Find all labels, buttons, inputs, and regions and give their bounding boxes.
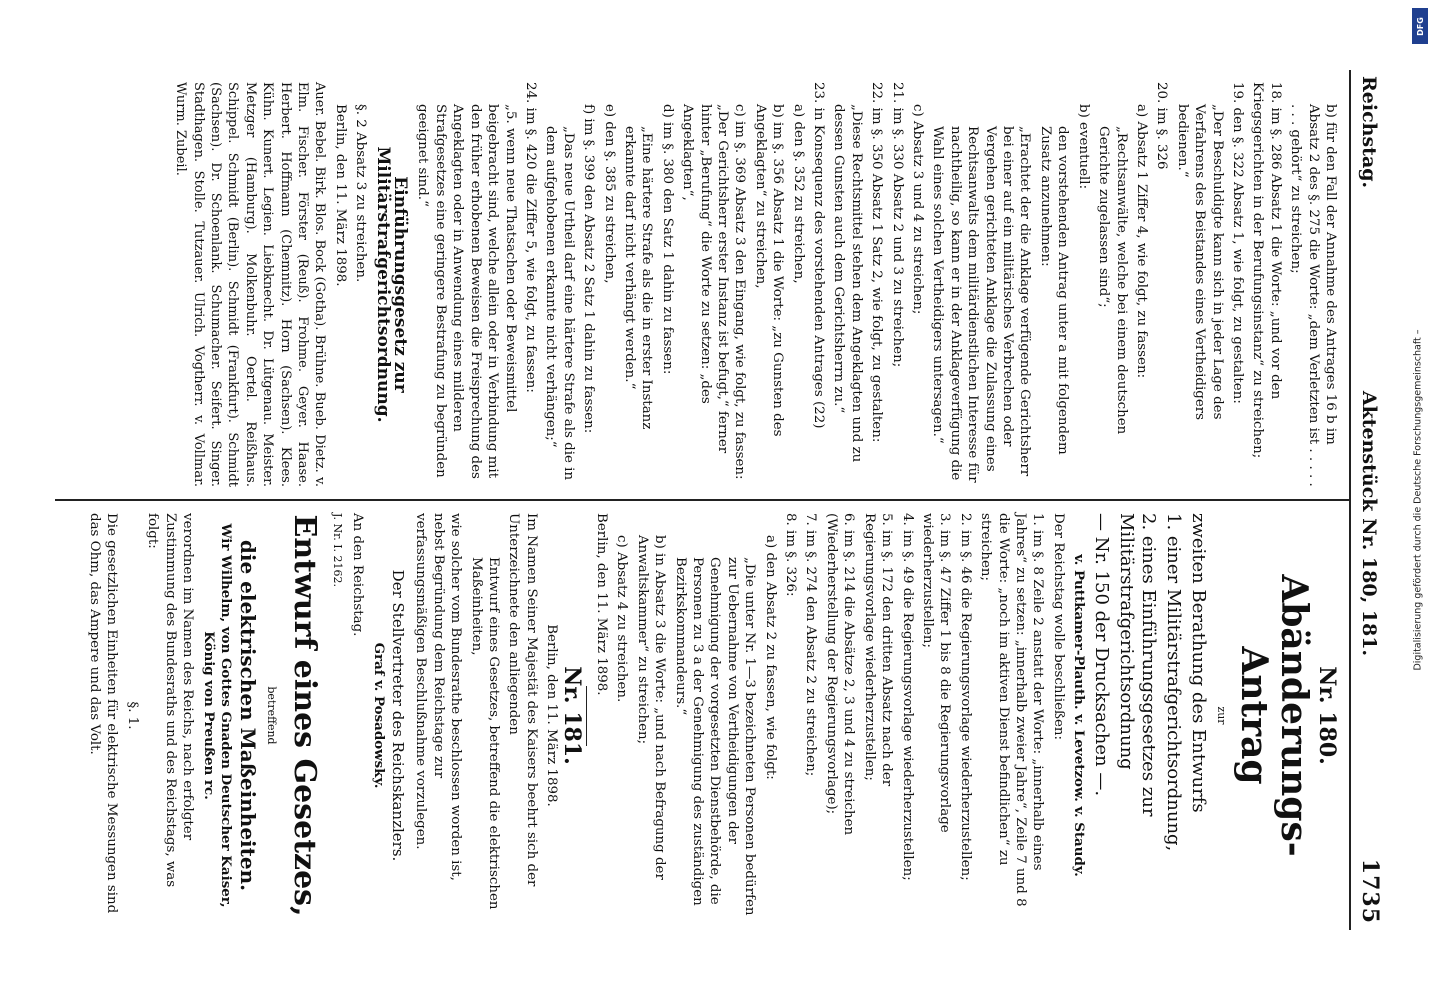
left-column xyxy=(55,70,1349,501)
motion-item: a) den Absatz 2 zu fassen, wie folgt: xyxy=(762,535,778,780)
amendment-item: b) eventuell: xyxy=(1075,104,1091,190)
motion-item: 5. im §. 172 den dritten Absatz nach der Regierungsvorlage wiederherzustellen; xyxy=(861,513,895,787)
amendment-item: d) im §. 380 den Satz 1 dahin zu fassen: xyxy=(659,104,675,375)
motion-item: Berlin, den 11. März 1898. xyxy=(594,513,610,696)
left-section-heading: Einführungsgesetz zur Militärstrafgerichtsordnung. xyxy=(372,146,411,423)
left-after-line: §. 2 Absatz 3 zu streichen. xyxy=(353,104,369,283)
doc-number-181: Nr. 181. xyxy=(558,666,585,765)
motion-item: 2. im §. 46 die Regierungsvorlage wiederherzustellen; xyxy=(957,513,973,881)
title-line: zweiten Berathung des Entwurfs xyxy=(1188,513,1210,813)
motion-item: „Die unter Nr. 1—3 bezeichneten Personen bedürfen zur Uebernahme von Vertheidigungen der Genehmigung der vorgesetzten Dienstbehörde, die Personen zu 3 a der Genehmigung des zuständigen Bezirkskommandeurs.“ xyxy=(672,557,758,916)
page-number: 1735 xyxy=(1357,858,1383,924)
document-page xyxy=(37,30,1397,970)
amendment-item: 19. den §. 322 Absatz 1, wie folgt, zu gestalten: xyxy=(1229,82,1245,404)
bill-subtitle: die elektrischen Maßeinheiten. xyxy=(235,539,260,892)
running-header xyxy=(1349,70,1387,930)
motion-item: b) in Absatz 3 die Worte: „und nach Befragung der Anwaltskammer“ zu streichen; xyxy=(634,535,668,880)
amendment-item: „Rechtsanwälte, welche bei einem deutschen Gerichte zugelassen sind“; xyxy=(1096,126,1129,435)
deputy-signature: Graf v. Posadowsky. xyxy=(370,642,387,789)
address-line: An den Reichstag. xyxy=(350,513,366,637)
letter-paragraph: Entwurf eines Gesetzes, betreffend die elektrischen Maßeinheiten, xyxy=(468,557,501,910)
right-column xyxy=(55,501,1349,930)
title-line: 2. eines Einführungsgesetzes zur Militärstrafgerichtsordnung xyxy=(1116,513,1160,817)
amendment-item: 18. im §. 286 Absatz 1 die Worte: „und vor den Kriegsgerichten in der Berufungsinstanz“ zu streichen; xyxy=(1250,82,1283,459)
amendment-item: „5. wenn neue Thatsachen oder Beweismittel beigebracht sind, welche allein oder in Verbindung mit den früher erhobenen Beweisen die Freisprechung des Angeklagten oder in Anwendung eines milderen Strafgesetzes eine geringere Bestrafung zu begründen geeignet sind.“ xyxy=(415,104,518,479)
enacting-clause: verordnen im Namen des Reichs, nach erfolgter Zustimmung des Bundesraths und des Reichstags, was folgt: xyxy=(145,513,196,888)
digitization-caption: Digitalisierung gefördert durch die Deutsche Forschungsgemeinschaft – xyxy=(1412,329,1424,671)
header-left: Reichstag. xyxy=(1358,76,1380,189)
letter-paragraph: Im Namen Seiner Majestät des Kaisers beehrt sich der Unterzeichnete den anliegenden xyxy=(506,513,539,887)
header-center: Aktenstück Nr. 180, 181. xyxy=(1358,390,1380,657)
doc-title-180: Abänderungs-Antrag xyxy=(1232,574,1315,857)
zur-label: zur xyxy=(1214,706,1228,725)
amendment-item: „Der Beschuldigte kann sich in jeder Lage des Verfahrens des Beistandes eines Vertheidigers bedienen.“ xyxy=(1174,104,1225,421)
date-181: Berlin, den 11. März 1898. xyxy=(544,624,560,807)
amendment-item: 24. im §. 420 die Ziffer 5, wie folgt, zu fassen: xyxy=(522,82,538,393)
motion-item: 6. im §. 214 die Absätze 2, 3 und 4 zu streichen (Wiederherstellung der Regierungsvorlage); xyxy=(823,513,857,836)
letter-body-181 xyxy=(412,513,540,918)
amendment-item: „Erachtet der die Anklage verfügende Gerichtsherr bei einer auf ein militärisches Verbrechen oder Vergehen gerichteten Anklage die Zulassung eines Rechtsanwalts dem militärdienstlichen Interesse für nachtheilig, so kann er in der Anklageverfügung die Wahl eines solchen Vertheidigers untersagen.“ xyxy=(930,126,1033,483)
motion-item: 7. im §. 274 den Absatz 2 zu streichen; xyxy=(803,513,819,777)
movers-line: v. Puttkamer-Plauth. v. Levetzow. v. Staudy. xyxy=(1071,554,1088,877)
amendment-item: f) im §. 399 den Absatz 2 Satz 1 dahin zu fassen: xyxy=(581,104,597,434)
paragraph-number: §. 1. xyxy=(124,701,140,730)
amendment-item: den vorstehenden Antrag unter a mit folgendem Zusatz anzunehmen: xyxy=(1037,126,1071,455)
amendment-item: b) für den Fall der Annahme des Antrages 16 b im Absatz 2 des §. 275 die Worte: „dem Verletzten ist . . . . . . . . gehört“ zu streichen; xyxy=(1288,104,1338,487)
amendment-item: c) Absatz 3 und 4 zu streichen; xyxy=(910,104,926,315)
amendment-item: „Eine härtere Strafe als die in erster Instanz erkannte darf nicht verhängt werden.“ xyxy=(621,126,655,430)
amendment-item: 21. im §. 330 Absatz 2 und 3 zu streichen; xyxy=(889,82,905,368)
motion-item: 4. im §. 49 die Regierungsvorlage wiederherzustellen; xyxy=(899,513,915,881)
motion-item: Der Reichstag wolle beschließen: xyxy=(1050,513,1066,741)
amendment-item: 20. im §. 326 xyxy=(1154,82,1170,170)
bill-title: Entwurf eines Gesetzes, xyxy=(287,514,323,917)
motion-body-180 xyxy=(593,513,1067,918)
amendment-item: 23. in Konsequenz des vorstehenden Antrages (22) xyxy=(811,82,827,429)
signatories-list: Auer. Bebel. Birk. Blos. Bock (Gotha). Brühne. Bueb. Dietz. v. Elm. Fischer. Förster (Reuß). Frohme. Geyer. Haase. Herbert. Hoffmann (Chemnitz). Horn (Sachsen). Klees. Kühn. Kunert. Legien. Liebknecht. Dr. Lütgenau. Meister. Metzger (Hamburg). Molkenbuhr. Oertel. Reißhaus. Schippel. Schmidt (Berlin). Schmidt (Frankfurt). Schmidt (Sachsen). Dr. Schoenlank. Schumacher. Seifert. Singer. Stadthagen. Stolle. Tutzauer. Ulrich. Vogtherr. v. Vollmar. Wurm. Zubeil. xyxy=(173,82,328,487)
amendment-item: 22. im §. 350 Absatz 1 Satz 2, wie folgt, zu gestalten: xyxy=(869,82,885,443)
left-after-text xyxy=(331,82,369,487)
title-line: 1. einer Militärstrafgerichtsordnung, xyxy=(1163,513,1185,852)
motion-item: c) Absatz 4 zu streichen. xyxy=(614,535,630,703)
left-after-line: Berlin, den 11. März 1898. xyxy=(332,104,348,287)
amendment-item: c) im §. 369 Absatz 3 den Eingang, wie folgt, zu fassen: „Der Gerichtsherr erster Instanz ist befugt,“ ferner hinter „Berufung“ die Worte zu setzen: „des Angeklagten“, xyxy=(680,104,748,480)
motion-item: 1. im §. 8 Zeile 2 anstatt der Worte: „innerhalb eines Jahres“ zu setzen: „innerhalb zweier Jahre“, Zeile 7 und 8 die Worte: „noch im aktiven Dienst befindlichen“ zu streichen; xyxy=(978,513,1046,907)
amendment-item: „Das neue Urtheil darf eine härtere Strafe als die in dem aufgehobenen erkannte nicht verhängen;“ xyxy=(543,126,576,481)
title-line: — Nr. 150 der Drucksachen —. xyxy=(1091,513,1113,797)
letter-paragraph: wie solcher vom Bundesrathe beschlossen worden ist, nebst Begründung dem Reichstage zur verfassungsmäßigen Beschlußnahme vorzulegen. xyxy=(413,513,464,881)
motion-item: 3. im §. 47 Ziffer 1 bis 8 die Regierungsvorlage wiederherzustellen; xyxy=(919,513,953,833)
motion-item: 8. im §. 326: xyxy=(783,513,799,597)
divider xyxy=(586,686,587,746)
title-lines-180 xyxy=(1090,513,1209,918)
amendment-item: „Diese Rechtsmittel stehen dem Angeklagten und zu dessen Gunsten auch dem Gerichtsherrn zu.“ xyxy=(831,104,864,463)
dfg-logo: DFG xyxy=(1412,8,1428,44)
amendment-item: a) den §. 352 zu streichen, xyxy=(790,104,806,284)
paragraph-text: Die gesetzlichen Einheiten für elektrische Messungen sind das Ohm, das Ampere und das Volt. xyxy=(87,513,120,914)
amendment-item: b) im §. 356 Absatz 1 die Worte: „zu Gunsten des Angeklagten“ zu streichen, xyxy=(752,104,786,437)
reference-number: J. Nr. I. 2162. xyxy=(330,513,344,588)
deputy-title: Der Stellvertreter des Reichskanzlers. xyxy=(388,569,407,862)
amendment-item: e) den §. 385 zu streichen, xyxy=(601,104,617,284)
betreffend-label: betreffend xyxy=(265,686,279,745)
amendment-list xyxy=(414,82,1339,487)
emperor-line: Wir Wilhelm, von Gottes Gnaden Deutscher Kaiser, König von Preußen rc. xyxy=(200,523,234,908)
doc-number-180: Nr. 180. xyxy=(1314,666,1340,765)
amendment-item: a) Absatz 1 Ziffer 4, wie folgt, zu fassen: xyxy=(1133,104,1149,379)
